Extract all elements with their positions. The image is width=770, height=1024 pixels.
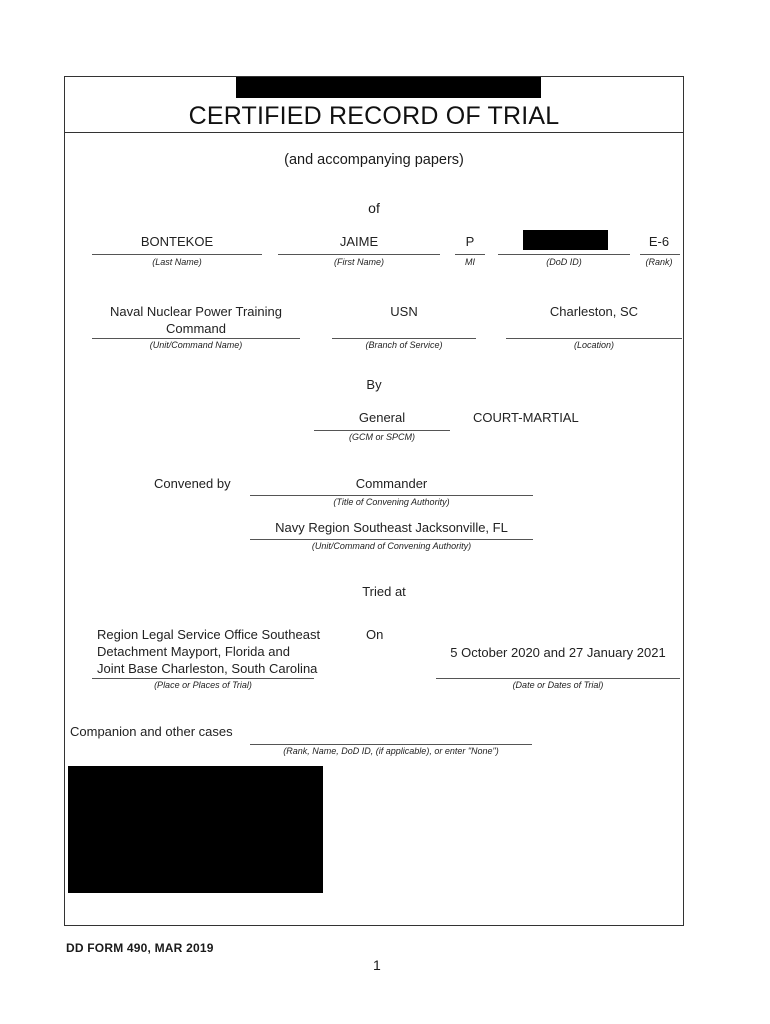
first-name-line	[278, 254, 440, 255]
form-id: DD FORM 490, MAR 2019	[66, 941, 214, 955]
trial-dates-label: (Date or Dates of Trial)	[512, 680, 604, 690]
redaction-companion-block	[68, 766, 323, 893]
convening-title-value: Commander	[355, 476, 428, 491]
on-label: On	[366, 627, 384, 642]
by-label: By	[366, 377, 382, 392]
court-type-value: General	[358, 410, 406, 425]
form-subtitle: (and accompanying papers)	[284, 152, 464, 168]
unit-name-line2: Command	[166, 321, 226, 336]
last-name-value: BONTEKOE	[140, 234, 214, 249]
mi-line	[455, 254, 485, 255]
redaction-dod-id	[523, 230, 608, 250]
unit-name-line	[92, 338, 300, 339]
convening-title-label: (Title of Convening Authority)	[333, 497, 450, 507]
convening-unit-value: Navy Region Southeast Jacksonville, FL	[275, 520, 508, 535]
branch-line	[332, 338, 476, 339]
tried-at-label: Tried at	[362, 584, 406, 599]
last-name-label: (Last Name)	[152, 257, 202, 267]
branch-value: USN	[390, 304, 418, 319]
location-value: Charleston, SC	[549, 304, 639, 319]
trial-place-line3: Joint Base Charleston, South Carolina	[97, 661, 318, 676]
dod-id-label: (DoD ID)	[546, 257, 582, 267]
title-divider	[64, 132, 684, 133]
court-type-line	[314, 430, 450, 431]
mi-label: MI	[465, 257, 475, 267]
companion-field-label: (Rank, Name, DoD ID, (if applicable), or enter "None")	[283, 746, 499, 756]
rank-line	[640, 254, 680, 255]
page-number: 1	[373, 957, 381, 973]
dod-id-line	[498, 254, 630, 255]
trial-place-line2: Detachment Mayport, Florida and	[97, 644, 290, 659]
trial-place-line1: Region Legal Service Office Southeast	[97, 627, 321, 642]
trial-dates-value: 5 October 2020 and 27 January 2021	[450, 645, 666, 660]
rank-label: (Rank)	[645, 257, 673, 267]
trial-dates-line	[436, 678, 680, 679]
form-title: CERTIFIED RECORD OF TRIAL	[188, 102, 560, 130]
location-label: (Location)	[573, 340, 615, 350]
first-name-value: JAIME	[339, 234, 379, 249]
companion-line	[250, 744, 532, 745]
court-type-label: (GCM or SPCM)	[349, 432, 415, 442]
last-name-line	[92, 254, 262, 255]
convening-title-line	[250, 495, 533, 496]
first-name-label: (First Name)	[334, 257, 384, 267]
convening-unit-label: (Unit/Command of Convening Authority)	[311, 541, 472, 551]
unit-name-line1: Naval Nuclear Power Training	[110, 304, 282, 319]
court-kind: COURT-MARTIAL	[473, 410, 579, 425]
convening-unit-line	[250, 539, 533, 540]
location-line	[506, 338, 682, 339]
redaction-bar-top	[236, 77, 541, 98]
unit-name-label: (Unit/Command Name)	[149, 340, 243, 350]
companion-label: Companion and other cases	[70, 724, 233, 739]
trial-place-line	[92, 678, 314, 679]
mi-value: P	[465, 234, 475, 249]
convened-by-label: Convened by	[154, 476, 231, 491]
of-label: of	[368, 200, 380, 216]
branch-label: (Branch of Service)	[365, 340, 443, 350]
rank-value: E-6	[648, 234, 670, 249]
trial-place-label: (Place or Places of Trial)	[154, 680, 252, 690]
